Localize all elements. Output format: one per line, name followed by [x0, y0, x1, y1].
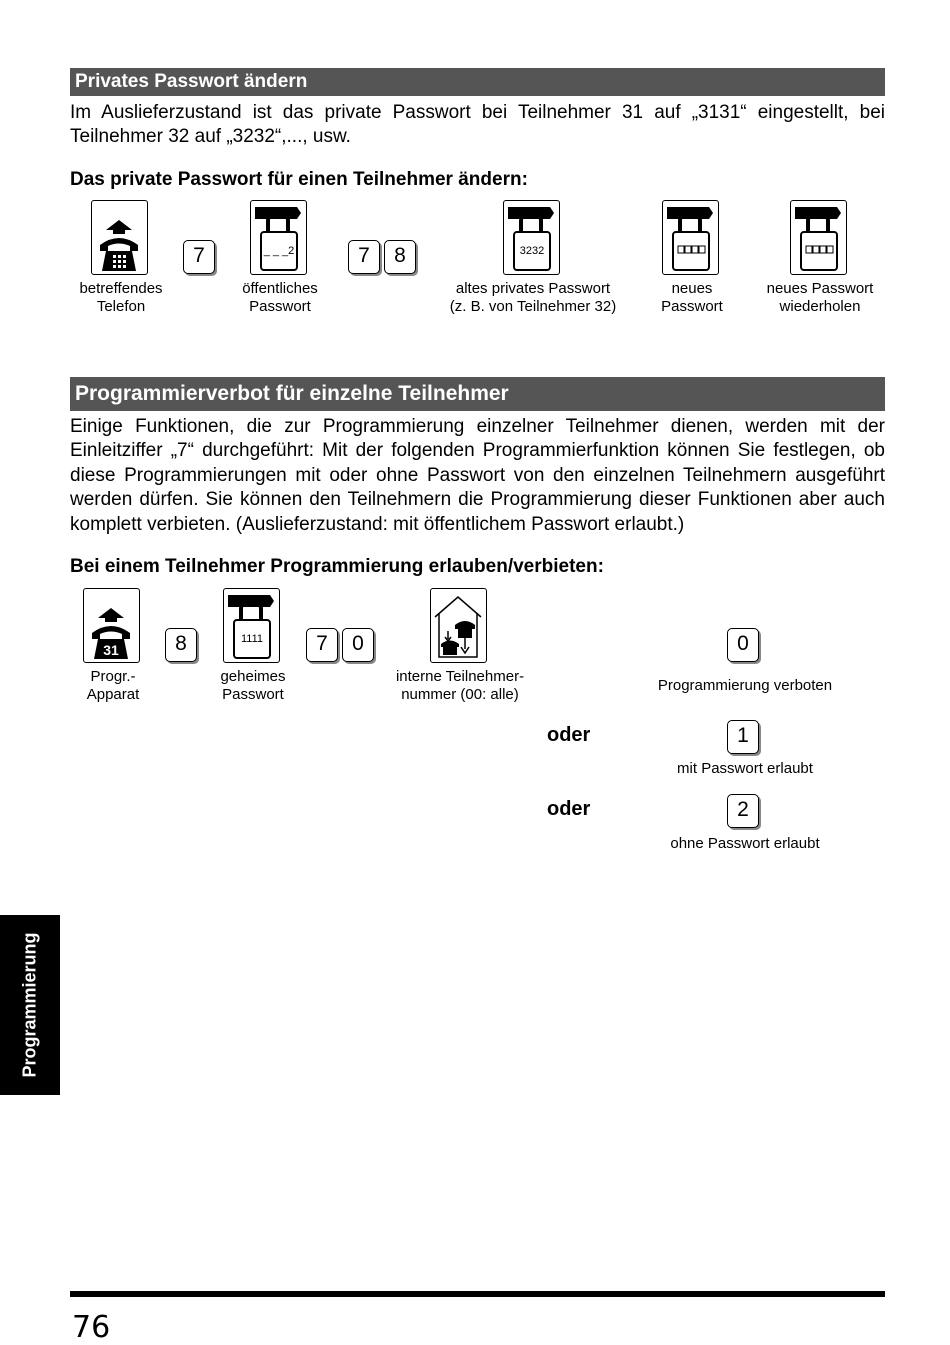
- lock-text-old: 3232: [519, 245, 545, 257]
- key-7[interactable]: 7: [183, 240, 215, 274]
- key-2[interactable]: 2: [727, 794, 759, 828]
- lock-text-secret: 1111: [240, 633, 264, 645]
- caption-internal-number: interne Teilnehmer- nummer (00: alle): [395, 668, 525, 703]
- caption-secret-password: geheimes Passwort: [220, 668, 286, 703]
- lock-text-public: _ _ _2: [263, 245, 295, 257]
- option-label-forbidden: Programmierung verboten: [657, 677, 833, 694]
- phone-badge: 31: [103, 642, 119, 658]
- caption-new-password: neues Passwort: [661, 280, 723, 315]
- section2-intro: Einige Funktionen, die zur Programmierung einzelner Teilnehmer dienen, werden mit der Einleitziffer „7“ durchgeführt: Mit der folgenden Programmierfunktion können Sie festlegen, ob diese Programmierungen mit oder ohne Passwort von den einzelnen Teilnehmern ausgeführt werden dürfen. Sie können den Teilnehmern die Programmierung dieser Funktionen aber auch komplett verbieten. (Auslieferzustand: mit öffentlichem Passwort erlaubt.): [70, 416, 885, 535]
- section1-intro: Im Auslieferzustand ist das private Passwort bei Teilnehmer 31 auf „3131“ eingestellt, bei Teilnehmer 32 auf „3232“,..., usw.: [70, 102, 885, 148]
- caption-public-password: öffentliches Passwort: [242, 280, 318, 315]
- key-0[interactable]: 0: [342, 628, 374, 662]
- page-number: 76: [72, 1310, 111, 1345]
- option-label-with-password: mit Passwort erlaubt: [677, 760, 813, 777]
- padlock-icon: [503, 200, 560, 275]
- or-label: oder: [547, 798, 591, 820]
- key-0[interactable]: 0: [727, 628, 759, 662]
- programming-phone-icon: [83, 588, 140, 663]
- padlock-icon: [662, 200, 719, 275]
- key-1[interactable]: 1: [727, 720, 759, 754]
- caption-prog-phone: Progr.- Apparat: [86, 668, 140, 703]
- padlock-icon: [250, 200, 307, 275]
- section-heading-private-password: Privates Passwort ändern: [70, 68, 885, 96]
- caption-repeat-password: neues Passwort wiederholen: [766, 280, 874, 315]
- key-7[interactable]: 7: [348, 240, 380, 274]
- phone-handset-icon: [91, 200, 148, 275]
- section-heading-programming-ban: Programmierverbot für einzelne Teilnehmer: [70, 377, 885, 411]
- key-8[interactable]: 8: [165, 628, 197, 662]
- caption-old-password: altes privates Passwort (z. B. von Teilnehmer 32): [449, 280, 617, 315]
- house-phones-icon: [430, 588, 487, 663]
- padlock-icon: [223, 588, 280, 663]
- or-label: oder: [547, 724, 591, 746]
- footer-rule: [70, 1291, 885, 1297]
- caption-phone: betreffendes Telefon: [79, 280, 163, 315]
- padlock-icon: [790, 200, 847, 275]
- key-8[interactable]: 8: [384, 240, 416, 274]
- section1-subheading: Das private Passwort für einen Teilnehmer ändern:: [70, 169, 528, 190]
- section2-subheading: Bei einem Teilnehmer Programmierung erlauben/verbieten:: [70, 556, 604, 577]
- side-tab: Programmierung: [0, 915, 60, 1095]
- key-7[interactable]: 7: [306, 628, 338, 662]
- option-label-without-password: ohne Passwort erlaubt: [670, 835, 820, 852]
